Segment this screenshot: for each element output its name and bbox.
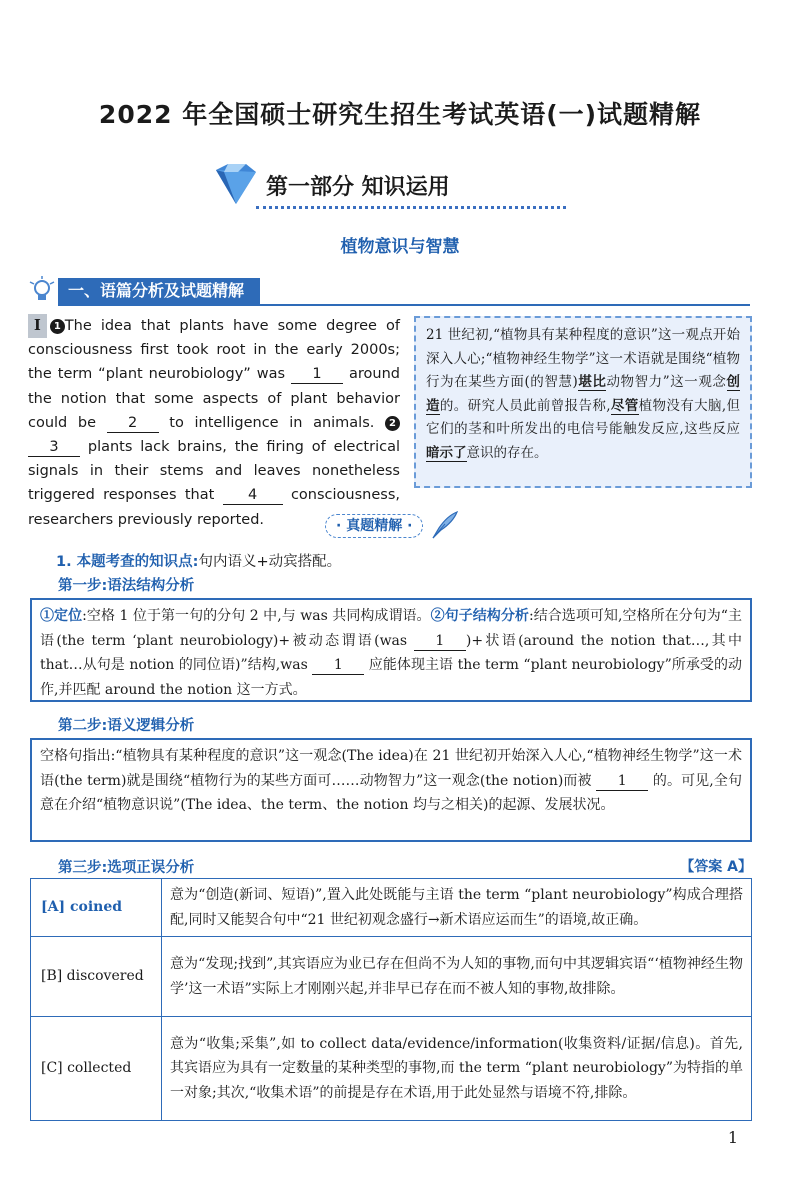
passage-text: The idea that plants have some degree of consciousness first took root in the early 2000s; the term “plant neurobiology” was xyxy=(28,318,400,383)
option-explanation: 意为“创造(新词、短语)”,置入此处既能与主语 the term “plant neurobiology”构成合理搭配,同时又能契合句中“21 世纪初观念盛行→新术语应运而生”的语境,故正确。 xyxy=(162,879,752,937)
translation-keyword: 创造 xyxy=(426,374,740,414)
analysis-text: :空格 1 位于第一句的分句 2 中,与 was 共同构成谓语。 xyxy=(82,608,431,624)
options-table xyxy=(30,878,752,1121)
sentence-number: 2 xyxy=(385,416,400,431)
grammar-analysis-box xyxy=(30,598,752,702)
translation-text: 植物没有大脑,但它们的茎和叶所发出的电信号能触发反应,这些反应 xyxy=(426,397,741,437)
translation-text: 动物智力”这一观念 xyxy=(606,374,727,390)
analysis-text: 空格句指出:“植物具有某种程度的意识”这一观念(The idea)在 21 世纪初开始深入人心,“植物神经生物学”这一术语(the term)就是围绕“植物行为的某些方面可……动物智力”这一观念(the notion)而被 xyxy=(40,748,742,789)
quill-pen-icon xyxy=(429,510,459,540)
option-explanation: 意为“收集;采集”,如 to collect data/evidence/information(收集资料/证据/信息)。首先,其宾语应为具有一定数量的某种类型的事物,而 the term “plant neurobiology”为特指的单一对象;其次,“收集术语”的前提是存在术语,用于此处显然与语境不符,排除。 xyxy=(162,1017,752,1121)
diamond-icon xyxy=(208,162,260,206)
step-3-label: 第三步:选项正误分析 xyxy=(58,860,195,876)
analysis-text: :结合选项可知,空格所在分句为“主语(the term ‘plant neurobiology)+被动态谓语(was xyxy=(40,608,743,649)
highlight-label: ②句子结构分析 xyxy=(430,608,529,624)
question-lead: 1. 本题考查的知识点: xyxy=(56,554,199,570)
chinese-translation xyxy=(414,316,752,488)
option-row xyxy=(31,937,752,1017)
passage-subtitle: 植物意识与智慧 xyxy=(340,237,460,257)
part-header xyxy=(208,160,568,216)
question-text: 句内语义+动宾搭配。 xyxy=(198,554,342,570)
option-row xyxy=(31,1017,752,1121)
section-underline xyxy=(58,304,750,306)
question-knowledge-point xyxy=(56,550,341,571)
english-passage xyxy=(28,314,400,532)
answer-tag: 【答案 A】 xyxy=(680,859,752,875)
step-1-label: 第一步:语法结构分析 xyxy=(58,578,195,594)
blank-1: 1 xyxy=(291,365,343,384)
translation-keyword: 堪比 xyxy=(577,374,607,390)
blank-ref: 1 xyxy=(312,656,364,675)
passage-text: plants lack brains, the firing of electrical signals in their stems and leaves nonetheless triggered responses that xyxy=(28,439,400,504)
translation-text: 21 世纪初,“植物具有某种程度的意识”这一观点开始深入人心;“植物神经生物学”这一术语就是围绕“植物行为在某些方面(的智慧) xyxy=(426,327,740,390)
step-2-label: 第二步:语义逻辑分析 xyxy=(58,718,195,734)
translation-keyword: 暗示了 xyxy=(426,444,467,461)
blank-2: 2 xyxy=(107,414,159,433)
page-number: 1 xyxy=(727,1128,738,1147)
part-title: 第一部分 知识运用 xyxy=(266,175,450,200)
blank-ref: 1 xyxy=(596,772,648,791)
section-bar xyxy=(28,276,750,306)
semantic-analysis-box xyxy=(30,738,752,842)
dotted-divider xyxy=(256,206,566,209)
blank-ref: 1 xyxy=(414,632,466,651)
paragraph-mark: I xyxy=(28,314,47,338)
translation-keyword: 尽管 xyxy=(610,397,639,414)
section-label: 一、语篇分析及试题精解 xyxy=(58,278,260,304)
option-label: [C] collected xyxy=(31,1017,162,1121)
page-title: 2022 年全国硕士研究生招生考试英语(一)试题精解 xyxy=(98,100,702,129)
passage-text: to intelligence in animals. xyxy=(158,414,386,431)
passage-text: consciousness, researchers previously reported. xyxy=(28,487,400,528)
highlight-label: ①定位 xyxy=(40,608,83,624)
zhenti-label: · 真题精解 · xyxy=(325,514,423,538)
analysis-text: 的。可见,全句意在介绍“植物意识说”(The idea、the term、the notion 均与之相关)的起源、发展状况。 xyxy=(40,772,742,813)
option-label: [B] discovered xyxy=(31,937,162,1017)
analysis-text: 应能体现主语 the term “plant neurobiology”所承受的动作,并匹配 around the notion 这一方式。 xyxy=(40,657,742,698)
option-label-correct: [A] coined xyxy=(31,879,162,937)
blank-3: 3 xyxy=(28,438,80,457)
lightbulb-icon xyxy=(28,276,56,306)
option-row xyxy=(31,879,752,937)
translation-text: 意识的存在。 xyxy=(466,444,548,461)
zhenti-header xyxy=(325,510,475,540)
sentence-number: 1 xyxy=(50,319,65,334)
passage-text: around the notion that some aspects of plant behavior could be xyxy=(28,366,401,431)
blank-4: 4 xyxy=(223,486,283,505)
translation-text: 的。研究人员此前曾报告称, xyxy=(439,397,611,414)
option-explanation: 意为“发现;找到”,其宾语应为业已存在但尚不为人知的事物,而句中其逻辑宾语“‘植物神经生物学’这一术语”实际上才刚刚兴起,并非早已存在而不被人知的事物,故排除。 xyxy=(162,937,752,1017)
analysis-text: )+状语(around the notion that…,其中 that…从句是 notion 的同位语)”结构,was xyxy=(40,632,742,673)
